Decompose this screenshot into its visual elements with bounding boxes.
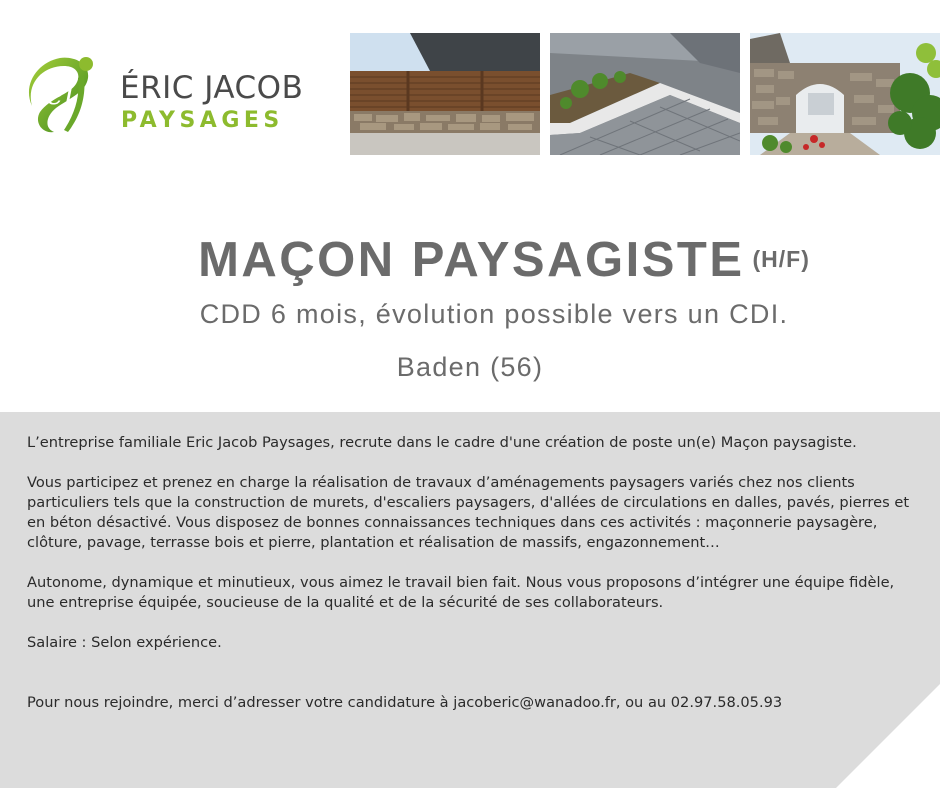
logo-mark-icon	[24, 54, 100, 138]
job-location: Baden (56)	[396, 352, 544, 382]
brand-subtitle: PAYSAGES	[121, 108, 284, 133]
contact-line: Pour nous rejoindre, merci d’adresser votre candidature à jacoberic@wanadoo.fr, ou au 02.97.58.05.93	[27, 694, 783, 711]
salary-line: Salaire : Selon expérience.	[27, 634, 222, 651]
job-title	[0, 232, 940, 288]
job-title-suffix: (H/F)	[752, 246, 810, 272]
company-logo	[24, 52, 324, 142]
job-title-text: MAÇON PAYSAGISTE	[198, 233, 745, 287]
wooden-fence-photo	[350, 33, 540, 155]
brand-name: ÉRIC JACOB	[120, 70, 304, 106]
job-description	[27, 433, 917, 713]
job-description-panel	[0, 412, 940, 788]
paved-path-photo	[550, 33, 740, 155]
corner-decoration	[836, 684, 940, 788]
logo-monogram: ej	[46, 77, 74, 112]
contract-type: CDD 6 mois, évolution possible vers un CDI.	[199, 299, 789, 329]
profile-paragraph: Autonome, dynamique et minutieux, vous aimez le travail bien fait. Nous vous proposons d’intégrer une équipe fidèle, une entreprise équipée, soucieuse de la qualité et de la sécurité de ses collaborateurs.	[27, 574, 895, 611]
missions-paragraph: Vous participez et prenez en charge la réalisation de travaux d’aménagements paysagers variés chez nos clients particuliers tels que la construction de murets, d'escaliers paysagers, d'allées de circulations en dalles, pavés, pierres et en béton désactivé. Vous disposez de bonnes connaissances techniques dans ces activités : maçonnerie paysagère, clôture, pavage, terrasse bois et pierre, plantation et réalisation de massifs, engazonnement…	[27, 474, 910, 551]
stone-wall-garden-photo	[750, 33, 940, 155]
intro-paragraph: L’entreprise familiale Eric Jacob Paysages, recrute dans le cadre d'une création de poste un(e) Maçon paysagiste.	[27, 434, 857, 451]
